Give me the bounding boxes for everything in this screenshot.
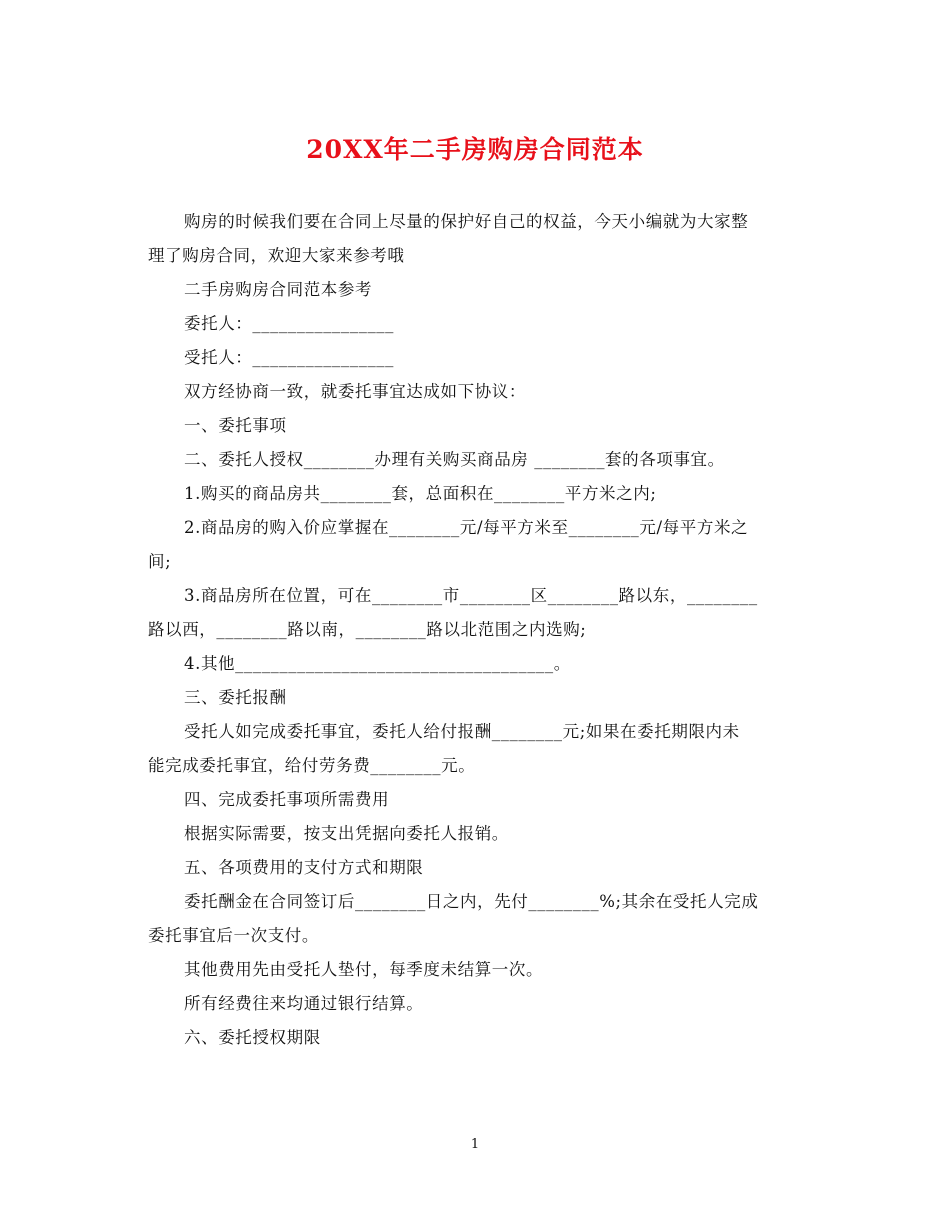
paragraph-line: 受托人如完成委托事宜，委托人给付报酬________元;如果在委托期限内未	[184, 722, 740, 741]
paragraph-line: 其他费用先由受托人垫付，每季度未结算一次。	[184, 960, 544, 979]
paragraph-line: 路以西，________路以南，________路以北范围之内选购;	[148, 620, 587, 639]
paragraph-line: 购房的时候我们要在合同上尽量的保护好自己的权益，今天小编就为大家整	[184, 212, 749, 231]
paragraph-line: 二手房购房合同范本参考	[184, 280, 373, 299]
paragraph-line: 四、完成委托事项所需费用	[184, 790, 390, 809]
document-body	[148, 205, 800, 1055]
paragraph-line: 3.商品房所在位置，可在________市________区________路以东，________	[184, 586, 758, 605]
paragraph-line: 委托人：________________	[184, 314, 394, 333]
paragraph-line: 2.商品房的购入价应掌握在________元/每平方米至________元/每平方米之	[184, 518, 749, 537]
paragraph-line: 能完成委托事宜，给付劳务费________元。	[148, 756, 476, 775]
paragraph-line: 1.购买的商品房共________套，总面积在________平方米之内;	[184, 484, 657, 503]
document-title: 20XX年二手房购房合同范本	[306, 135, 644, 164]
paragraph-line: 双方经协商一致，就委托事宜达成如下协议：	[184, 382, 526, 401]
paragraph-line: 二、委托人授权________办理有关购买商品房 ________套的各项事宜。	[184, 450, 725, 469]
paragraph-line: 一、委托事项	[184, 416, 287, 435]
paragraph-line: 受托人：________________	[184, 348, 394, 367]
paragraph-line: 所有经费往来均通过银行结算。	[184, 994, 424, 1013]
paragraph-line: 五、各项费用的支付方式和期限	[184, 858, 424, 877]
paragraph-line: 六、委托授权期限	[184, 1028, 321, 1047]
page-number: 1	[470, 1137, 480, 1152]
paragraph-line: 委托酬金在合同签订后________日之内，先付________%;其余在受托人完成	[184, 892, 759, 911]
paragraph-line: 根据实际需要，按支出凭据向委托人报销。	[184, 824, 509, 843]
paragraph-line: 4.其他____________________________________。	[184, 654, 571, 673]
paragraph-line: 三、委托报酬	[184, 688, 287, 707]
paragraph-line: 委托事宜后一次支付。	[148, 926, 319, 945]
paragraph-line: 理了购房合同，欢迎大家来参考哦	[148, 246, 405, 265]
paragraph-line: 间;	[148, 552, 172, 571]
